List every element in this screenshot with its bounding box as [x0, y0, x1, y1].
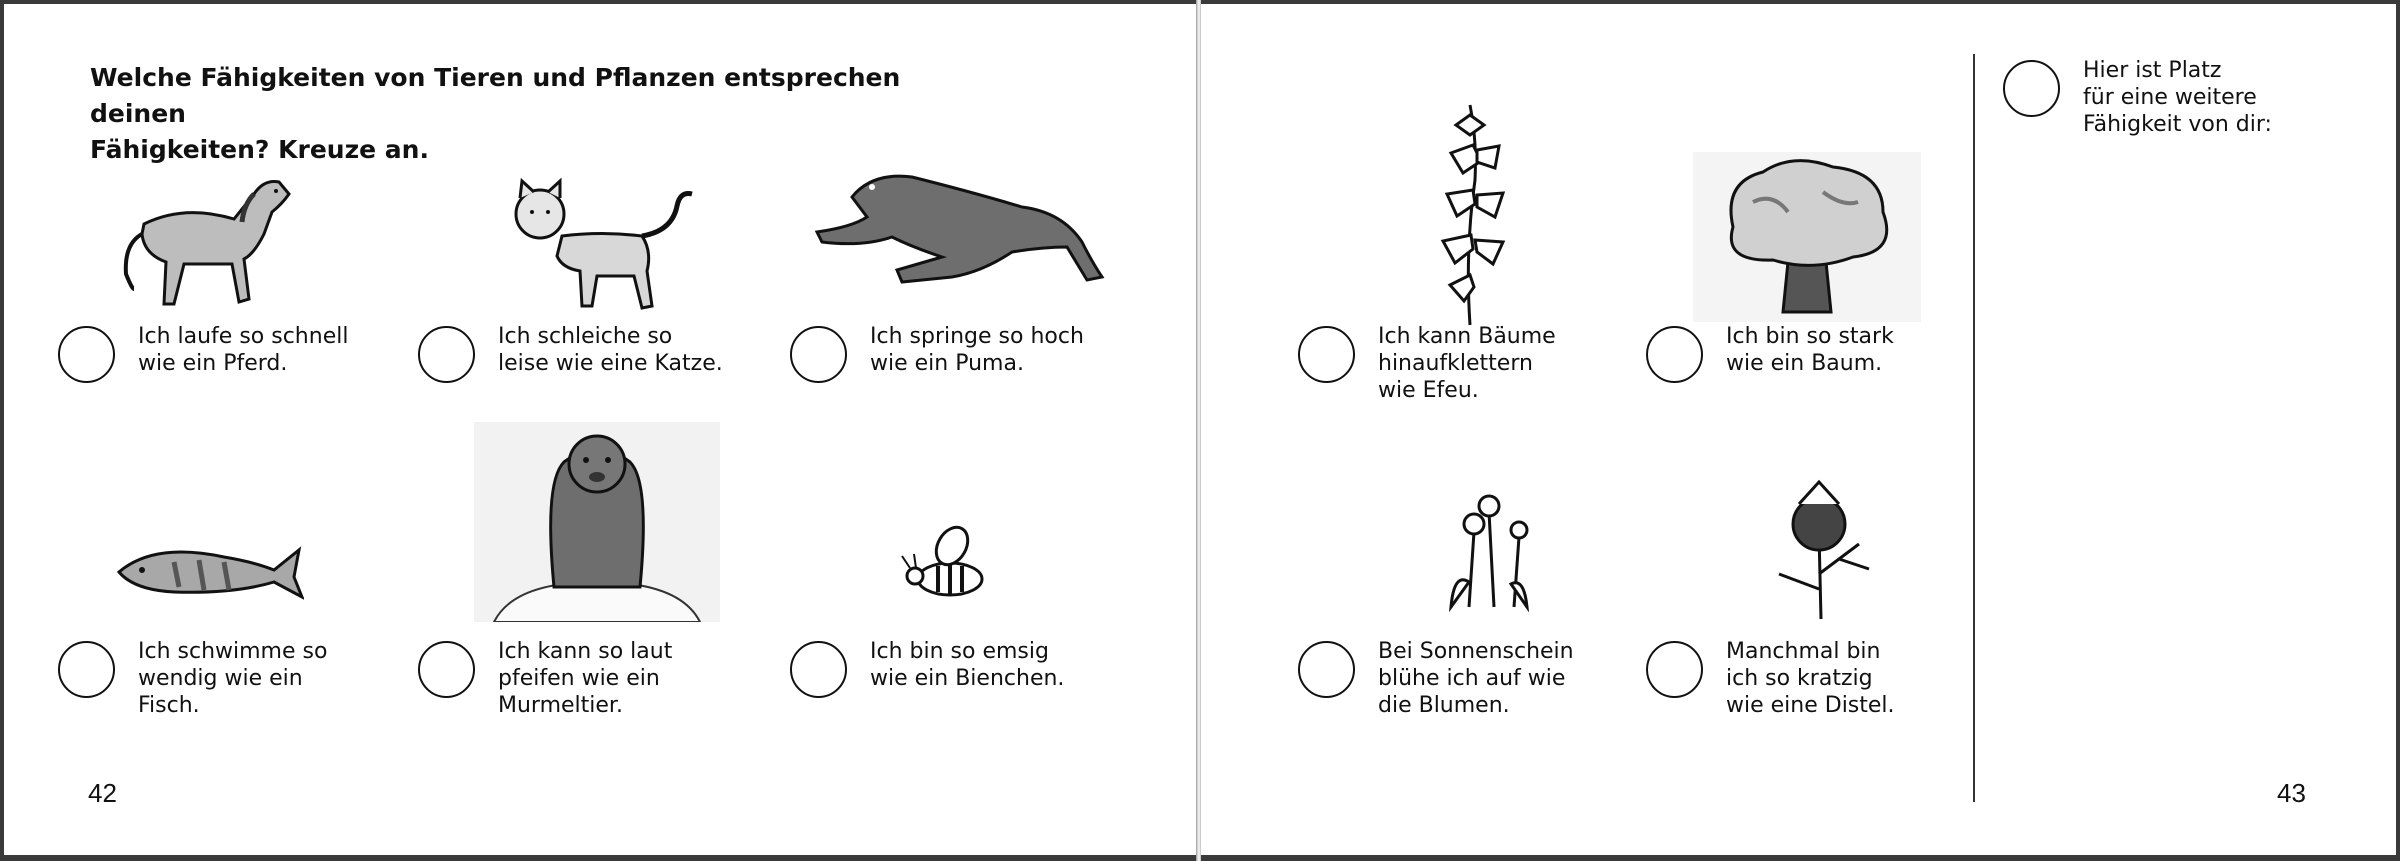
- fish-icon: [114, 532, 304, 602]
- item-label: Ich springe so hoch wie ein Puma.: [870, 324, 1084, 376]
- column-divider: [1973, 54, 1975, 802]
- item-label: Ich kann so laut pfeifen wie ein Murmeltier.: [498, 639, 673, 718]
- bee-icon: [900, 524, 1000, 609]
- item-label: Ich schwimme so wendig wie ein Fisch.: [138, 639, 328, 718]
- left-page: [4, 4, 1196, 855]
- checkbox-circle[interactable]: [1646, 641, 1703, 698]
- page-number: 42: [88, 778, 117, 808]
- checkbox-circle[interactable]: [2003, 60, 2060, 117]
- checkbox-circle[interactable]: [1646, 326, 1703, 383]
- checkbox-circle[interactable]: [418, 641, 475, 698]
- marmot-icon: [474, 422, 720, 622]
- item-label: Ich bin so stark wie ein Baum.: [1726, 324, 1894, 376]
- item-label: Ich laufe so schnell wie ein Pferd.: [138, 324, 349, 376]
- ivy-icon: [1415, 100, 1525, 330]
- page-title: Welche Fähigkeiten von Tieren und Pflanzen entsprechen deinen Fähigkeiten? Kreuze an.: [90, 63, 901, 164]
- checkbox-circle[interactable]: [58, 326, 115, 383]
- checkbox-circle[interactable]: [790, 326, 847, 383]
- item-label: Hier ist Platz für eine weitere Fähigkeit von dir:: [2083, 58, 2272, 137]
- thistle-icon: [1759, 474, 1889, 624]
- tree-icon: [1693, 152, 1921, 322]
- checkbox-circle[interactable]: [790, 641, 847, 698]
- flowers-icon: [1439, 492, 1539, 612]
- item-label: Ich schleiche so leise wie eine Katze.: [498, 324, 723, 376]
- item-label: Ich bin so emsig wie ein Bienchen.: [870, 639, 1065, 691]
- checkbox-circle[interactable]: [418, 326, 475, 383]
- checkbox-circle[interactable]: [58, 641, 115, 698]
- puma-icon: [812, 152, 1112, 307]
- horse-icon: [104, 164, 314, 319]
- page-number: 43: [2277, 778, 2306, 808]
- right-page: [1201, 4, 2396, 855]
- checkbox-circle[interactable]: [1298, 326, 1355, 383]
- item-label: Manchmal bin ich so kratzig wie eine Distel.: [1726, 639, 1895, 718]
- item-label: Bei Sonnenschein blühe ich auf wie die Blumen.: [1378, 639, 1574, 718]
- cat-icon: [502, 176, 712, 316]
- item-label: Ich kann Bäume hinaufklettern wie Efeu.: [1378, 324, 1556, 403]
- checkbox-circle[interactable]: [1298, 641, 1355, 698]
